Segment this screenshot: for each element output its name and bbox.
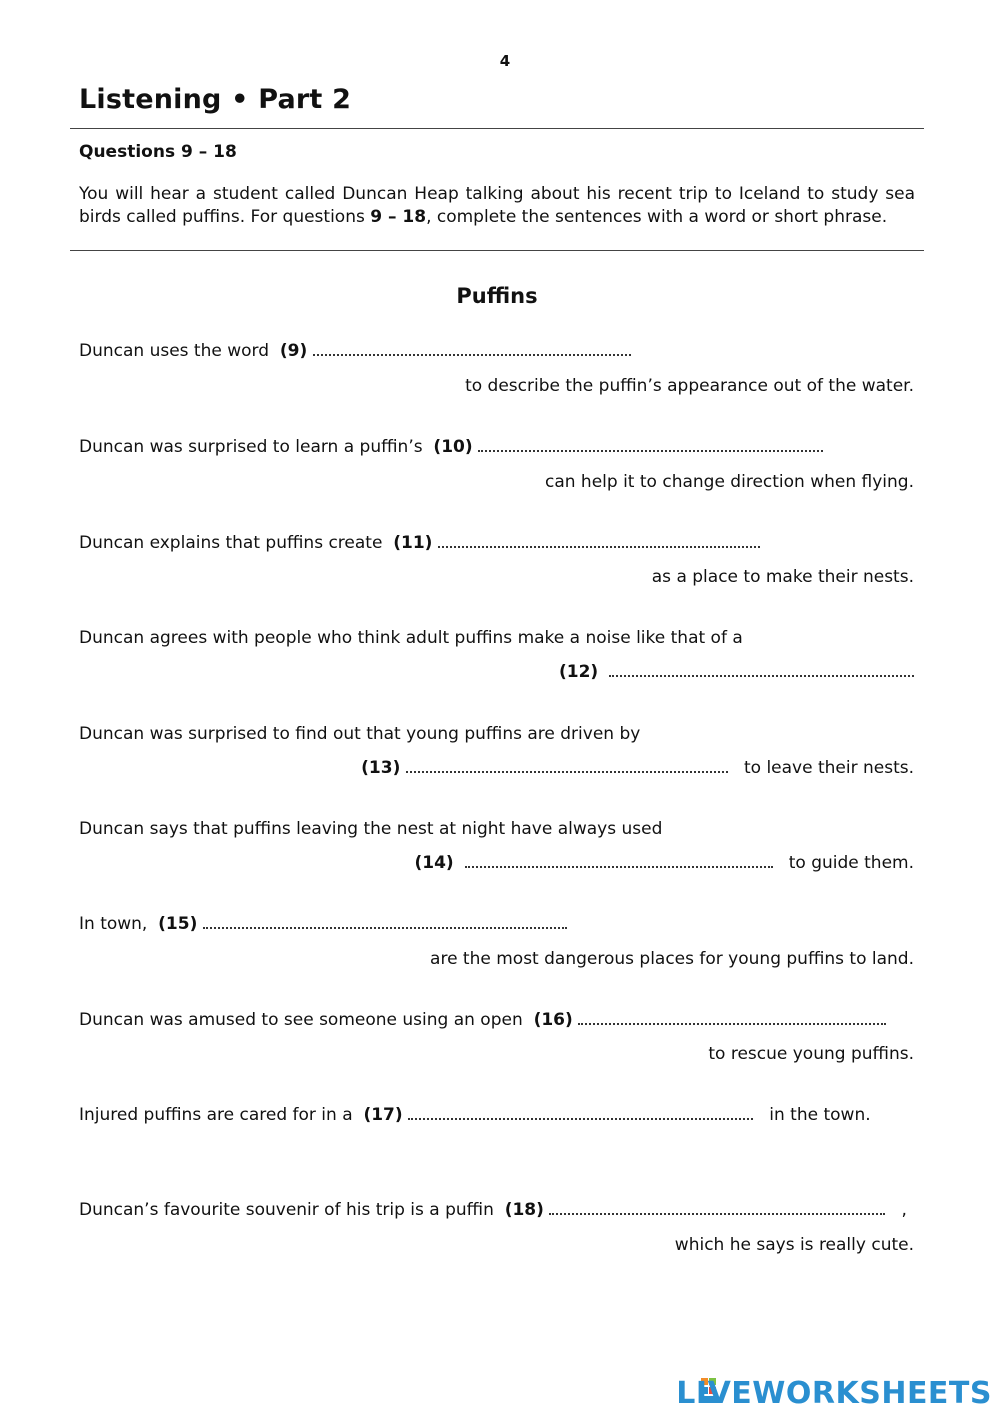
question-15-continuation: are the most dangerous places for young puffins to land. <box>430 949 914 969</box>
question-12-number: (12) <box>558 662 599 682</box>
worksheet-title: Puffins <box>456 284 538 308</box>
answer-blank-9[interactable] <box>313 340 631 356</box>
answer-blank-10[interactable] <box>478 436 823 452</box>
questions-heading: Questions 9 – 18 <box>79 142 237 162</box>
instructions-range: 9 – 18 <box>370 207 427 227</box>
question-13-text: Duncan was surprised to find out that young puffins are driven by <box>79 724 641 744</box>
question-9-text: Duncan uses the word <box>79 341 270 361</box>
answer-blank-11[interactable] <box>438 532 760 548</box>
question-17-line <box>79 1104 871 1126</box>
question-11-continuation: as a place to make their nests. <box>651 567 914 587</box>
question-16-line <box>79 1009 886 1031</box>
instructions-text-1: You will hear a student called Duncan Heap talking about his recent trip to Iceland to study sea birds called puffins. For questions <box>79 184 915 227</box>
question-13-number: (13) <box>361 758 401 778</box>
liveworksheets-watermark: LIVEWORKSHEETS <box>676 1376 992 1411</box>
divider-bottom <box>70 250 924 251</box>
question-18-continuation: which he says is really cute. <box>674 1235 914 1255</box>
question-18-text: Duncan’s favourite souvenir of his trip is a puffin <box>79 1200 494 1220</box>
question-11-line <box>79 532 760 554</box>
question-10-line <box>79 436 823 458</box>
question-15-line <box>79 913 567 935</box>
divider-top <box>70 128 924 129</box>
answer-blank-15[interactable] <box>203 913 567 929</box>
question-18-comma: , <box>901 1200 907 1220</box>
question-11-number: (11) <box>393 533 433 553</box>
question-18-line <box>79 1199 907 1221</box>
section-title: Listening • Part 2 <box>79 84 352 115</box>
question-12-line <box>559 661 914 683</box>
question-12-text: Duncan agrees with people who think adult puffins make a noise like that of a <box>79 628 743 648</box>
question-17-continuation: in the town. <box>769 1105 871 1125</box>
question-10-continuation: can help it to change direction when flying. <box>544 472 914 492</box>
question-13-line <box>361 757 914 779</box>
question-10-number: (10) <box>433 437 473 457</box>
answer-blank-17[interactable] <box>408 1104 753 1120</box>
question-11-text: Duncan explains that puffins create <box>79 533 383 553</box>
instructions-text-2: , complete the sentences with a word or short phrase. <box>426 207 888 227</box>
question-17-text: Injured puffins are cared for in a <box>79 1105 353 1125</box>
answer-blank-14[interactable] <box>465 852 773 868</box>
question-17-number: (17) <box>363 1105 403 1125</box>
question-15-number: (15) <box>158 914 198 934</box>
question-13-continuation: to leave their nests. <box>743 758 914 778</box>
answer-blank-16[interactable] <box>578 1009 886 1025</box>
answer-blank-12[interactable] <box>609 661 914 677</box>
question-18-number: (18) <box>504 1200 544 1220</box>
question-16-number: (16) <box>533 1010 573 1030</box>
page-number: 4 <box>499 52 511 70</box>
answer-blank-13[interactable] <box>406 757 728 773</box>
question-14-line <box>414 852 914 874</box>
question-14-continuation: to guide them. <box>788 853 914 873</box>
question-9-line <box>79 340 631 362</box>
question-9-number: (9) <box>279 341 308 361</box>
question-15-text: In town, <box>79 914 148 934</box>
answer-blank-18[interactable] <box>549 1199 885 1215</box>
question-16-text: Duncan was amused to see someone using an open <box>79 1010 523 1030</box>
question-16-continuation: to rescue young puffins. <box>708 1044 914 1064</box>
instructions <box>79 183 915 229</box>
question-14-number: (14) <box>414 853 454 873</box>
question-9-continuation: to describe the puffin’s appearance out of the water. <box>465 376 914 396</box>
question-10-text: Duncan was surprised to learn a puffin’s <box>79 437 423 457</box>
question-14-text: Duncan says that puffins leaving the nest at night have always used <box>79 819 663 839</box>
